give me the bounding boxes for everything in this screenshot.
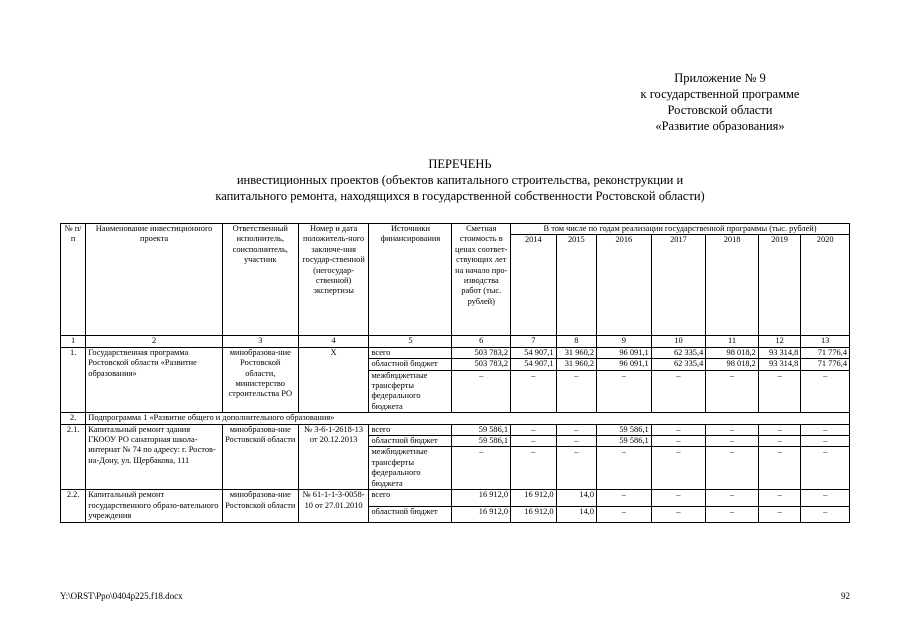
title-line: инвестиционных проектов (объектов капитального строительства, реконструкции и xyxy=(236,173,684,187)
year-value: – xyxy=(511,370,557,413)
header-year: 2017 xyxy=(651,235,706,336)
funding-source: областной бюджет xyxy=(369,436,452,447)
header-years-group: В том числе по годам реализации государственной программы (тыс. рублей) xyxy=(511,224,850,235)
year-value: 62 335,4 xyxy=(651,347,706,358)
year-value: – xyxy=(597,490,652,506)
year-value: 54 907,1 xyxy=(511,347,557,358)
year-value: – xyxy=(758,447,800,490)
header-row xyxy=(61,224,850,235)
column-number: 8 xyxy=(556,336,596,347)
column-number: 12 xyxy=(758,336,800,347)
year-value: 59 586,1 xyxy=(597,436,652,447)
year-value: 71 776,4 xyxy=(801,347,850,358)
subprogram-title: Подпрограмма 1 «Развитие общего и дополнительного образования» xyxy=(86,413,850,424)
column-number: 2 xyxy=(86,336,223,347)
year-value: – xyxy=(651,447,706,490)
header-year: 2016 xyxy=(597,235,652,336)
expertise: № 61-1-1-3-0058-10 от 27.01.2010 xyxy=(298,490,369,522)
year-value: – xyxy=(651,370,706,413)
title-line: капитального ремонта, находящихся в государственной собственности Ростовской области) xyxy=(215,189,705,203)
year-value: – xyxy=(801,447,850,490)
year-value: – xyxy=(511,424,557,435)
column-number: 4 xyxy=(298,336,369,347)
year-value: 96 091,1 xyxy=(597,347,652,358)
column-number: 7 xyxy=(511,336,557,347)
header-expertise: Номер и дата положитель-ного заключе-ния государ-ственной (негосудар-ственной) экспертизы xyxy=(298,224,369,336)
executor: минобразова-ние Ростовской области xyxy=(222,424,298,490)
appendix-line: Ростовской области xyxy=(667,103,773,117)
table-row xyxy=(61,424,850,435)
row-number: 2.2. xyxy=(61,490,86,522)
document-title xyxy=(60,156,860,204)
funding-source: областной бюджет xyxy=(369,506,452,522)
year-value: – xyxy=(801,506,850,522)
appendix-caption xyxy=(600,70,840,134)
header-year: 2020 xyxy=(801,235,850,336)
project-name: Капитальный ремонт здания ГКООУ РО санаторная школа-интернат № 74 по адресу: г. Ростов-на-Дону, ул. Щербакова, 111 xyxy=(86,424,223,490)
cost-value: – xyxy=(452,370,511,413)
year-value: 31 960,2 xyxy=(556,359,596,370)
year-value: 98 018,2 xyxy=(706,359,759,370)
year-value: – xyxy=(556,447,596,490)
year-value: – xyxy=(556,436,596,447)
year-value: – xyxy=(511,447,557,490)
year-value: – xyxy=(706,490,759,506)
year-value: – xyxy=(801,424,850,435)
column-number: 13 xyxy=(801,336,850,347)
cost-value: 59 586,1 xyxy=(452,436,511,447)
cost-value: 16 912,0 xyxy=(452,490,511,506)
year-value: – xyxy=(597,506,652,522)
year-value: – xyxy=(597,370,652,413)
table-row xyxy=(61,347,850,358)
header-num: № п/п xyxy=(61,224,86,336)
year-value: – xyxy=(651,436,706,447)
header-year: 2015 xyxy=(556,235,596,336)
column-numbers-row xyxy=(61,336,850,347)
executor: минобразова-ние Ростовской области xyxy=(222,490,298,522)
year-value: – xyxy=(556,370,596,413)
year-value: – xyxy=(758,436,800,447)
title-line: ПЕРЕЧЕНЬ xyxy=(428,157,492,171)
column-number: 10 xyxy=(651,336,706,347)
year-value: – xyxy=(597,447,652,490)
funding-source: областной бюджет xyxy=(369,359,452,370)
year-value: – xyxy=(706,370,759,413)
column-number: 11 xyxy=(706,336,759,347)
year-value: 93 314,8 xyxy=(758,359,800,370)
cost-value: 59 586,1 xyxy=(452,424,511,435)
row-number: 2. xyxy=(61,413,86,424)
year-value: 71 776,4 xyxy=(801,359,850,370)
funding-source: всего xyxy=(369,490,452,506)
year-value: 96 091,1 xyxy=(597,359,652,370)
year-value: 14,0 xyxy=(556,506,596,522)
funding-source: межбюджетные трансферты федерального бюджета xyxy=(369,370,452,413)
cost-value: – xyxy=(452,447,511,490)
year-value: – xyxy=(801,370,850,413)
table-row xyxy=(61,490,850,506)
funding-source: межбюджетные трансферты федерального бюджета xyxy=(369,447,452,490)
expertise: № 3-6-1-2618-13 от 20.12.2013 xyxy=(298,424,369,490)
year-value: – xyxy=(706,447,759,490)
year-value: – xyxy=(758,424,800,435)
year-value: 98 018,2 xyxy=(706,347,759,358)
cost-value: 503 783,2 xyxy=(452,359,511,370)
header-name: Наименование инвестиционного проекта xyxy=(86,224,223,336)
projects-table xyxy=(60,223,850,523)
year-value: 16 912,0 xyxy=(511,506,557,522)
year-value: 14,0 xyxy=(556,490,596,506)
row-number: 1. xyxy=(61,347,86,412)
appendix-line: к государственной программе xyxy=(640,87,800,101)
project-name: Государственная программа Ростовской области «Развитие образования» xyxy=(86,347,223,412)
header-year: 2014 xyxy=(511,235,557,336)
column-number: 5 xyxy=(369,336,452,347)
column-number: 1 xyxy=(61,336,86,347)
year-value: – xyxy=(801,490,850,506)
column-number: 9 xyxy=(597,336,652,347)
page-number: 92 xyxy=(841,591,850,601)
year-value: 31 960,2 xyxy=(556,347,596,358)
appendix-line: «Развитие образования» xyxy=(655,119,785,133)
column-number: 6 xyxy=(452,336,511,347)
table-row xyxy=(61,413,850,424)
year-value: 54 907,1 xyxy=(511,359,557,370)
year-value: – xyxy=(706,424,759,435)
header-year: 2018 xyxy=(706,235,759,336)
column-number: 3 xyxy=(222,336,298,347)
year-value: – xyxy=(511,436,557,447)
year-value: – xyxy=(706,506,759,522)
year-value: – xyxy=(801,436,850,447)
cost-value: 503 783,2 xyxy=(452,347,511,358)
executor: минобразова-ние Ростовской области, министерство строительства РО xyxy=(222,347,298,412)
expertise: Х xyxy=(298,347,369,412)
year-value: 59 586,1 xyxy=(597,424,652,435)
header-year: 2019 xyxy=(758,235,800,336)
year-value: – xyxy=(758,490,800,506)
year-value: 93 314,8 xyxy=(758,347,800,358)
year-value: – xyxy=(651,424,706,435)
year-value: – xyxy=(758,506,800,522)
funding-source: всего xyxy=(369,424,452,435)
year-value: 62 335,4 xyxy=(651,359,706,370)
header-sources: Источники финансирования xyxy=(369,224,452,336)
year-value: – xyxy=(758,370,800,413)
year-value: – xyxy=(706,436,759,447)
file-path: Y:\ORST\Ppo\0404p225.f18.docx xyxy=(60,591,183,601)
project-name: Капитальный ремонт государственного образо-вательного учреждения xyxy=(86,490,223,522)
row-number: 2.1. xyxy=(61,424,86,490)
year-value: 16 912,0 xyxy=(511,490,557,506)
header-cost: Сметная стоимость в ценах соответ-ствующих лет на начало про-изводства работ (тыс. рублей) xyxy=(452,224,511,336)
funding-source: всего xyxy=(369,347,452,358)
appendix-line: Приложение № 9 xyxy=(674,71,766,85)
year-value: – xyxy=(651,506,706,522)
cost-value: 16 912,0 xyxy=(452,506,511,522)
header-executor: Ответственный исполнитель, соисполнитель, участник xyxy=(222,224,298,336)
year-value: – xyxy=(556,424,596,435)
year-value: – xyxy=(651,490,706,506)
